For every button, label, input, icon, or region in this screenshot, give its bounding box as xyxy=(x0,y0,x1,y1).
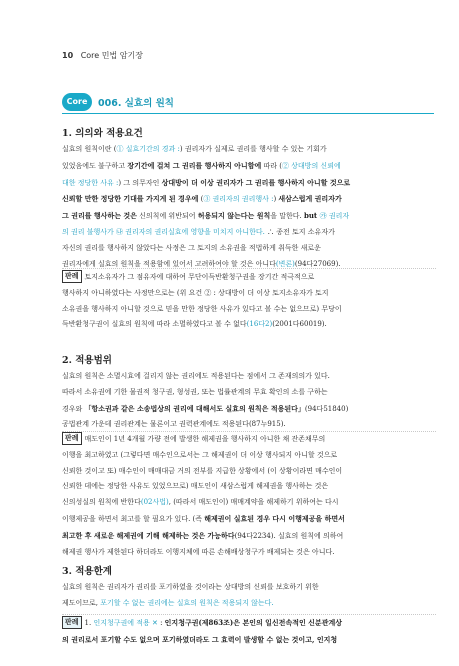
section-2-heading: 2. 적용범위 xyxy=(62,355,112,366)
p1-l4a: 득반환청구권이 실효의 원칙에 따라 소멸하였다고 볼 수 없다 xyxy=(62,320,247,329)
p2-l5b: (02사법) xyxy=(140,498,169,507)
s2-line-2: 따라서 소유권에 기한 물권적 청구권, 형성권, 또는 법률관계의 무효 확인의 소를 구하는 xyxy=(62,387,328,396)
page-number: 10 xyxy=(62,51,74,60)
s1-l3b: ) 그 의무자인 xyxy=(118,178,162,187)
s2-line-3 xyxy=(62,401,436,418)
s1-l2d: ② 상대방의 신뢰에 xyxy=(281,161,341,170)
s1-l5c: 허용되지 않는다는 원칙 xyxy=(197,211,271,221)
precedent-tag: 판례 xyxy=(62,270,82,283)
p3-l1a: 1. xyxy=(84,619,94,627)
s1-line-6 xyxy=(62,225,436,241)
p3-line-1 xyxy=(62,615,436,632)
s1-l5f: ㉮ 권리자 xyxy=(319,212,350,221)
p1-l4b: (16다2) xyxy=(246,320,273,329)
p2-l5c: , (따라서 매도인이) 매매계약을 해제하기 위하여는 다시 xyxy=(168,498,339,507)
section-3-body xyxy=(62,580,436,612)
s1-l6a: 의 권리 불행사가 ㉯ 권리자의 권리실효에 영향을 미치지 아니한다. xyxy=(62,227,265,236)
s3-l2a: 제도이므로, xyxy=(62,598,101,607)
s2-l3a: 경우와 xyxy=(62,404,85,413)
s1-l1b: ① 실효기간의 경과 : xyxy=(116,145,180,153)
p1-line-4 xyxy=(62,317,436,333)
p1-l4c: (2001다60019). xyxy=(272,320,327,329)
precedent-tag: 판례 xyxy=(62,432,82,445)
s2-l3c: (94다51840) xyxy=(304,404,349,413)
s1-l2b: 장기간에 걸쳐 그 권리를 행사하지 아니함에 xyxy=(127,160,262,170)
s2-l4b: (87누915). xyxy=(248,420,286,429)
p2-l7c: 실효의 원칙에 의하여 xyxy=(275,531,344,540)
p2-l5a: 신의성실의 원칙에 반한다 xyxy=(62,498,141,507)
s1-l5e: but xyxy=(303,211,320,221)
s1-l2c: 따라 ( xyxy=(261,161,282,170)
s1-line-5 xyxy=(62,208,436,225)
p1-line-3: 소유권을 행사하지 아니할 것으로 믿을 만한 정당한 사유가 있다고 볼 수는 없으므로) 무당이 xyxy=(62,304,342,313)
section-2-body xyxy=(62,369,436,433)
page-header xyxy=(62,50,143,61)
s1-l1a: 실효의 원칙이란 ( xyxy=(62,145,117,153)
divider-rule xyxy=(62,268,436,269)
s1-l2a: 있었음에도 불구하고 xyxy=(62,161,128,170)
s1-line-4 xyxy=(62,191,436,208)
section-1-body xyxy=(62,142,436,272)
p2-l6a: 이행제공을 하면서 최고를 할 필요가 있다. (즉 xyxy=(62,514,205,523)
section-3-heading: 3. 적용한계 xyxy=(62,566,112,577)
p2-line-5 xyxy=(62,495,436,511)
s2-l4a: 공법관계 가운데 권리관계는 물론이고 권력관계에도 적용된다 xyxy=(62,420,249,429)
s1-line-7: 자신의 권리를 행사하지 않았다는 사정은 그 토지의 소유권을 적법하게 취득한 새로운 xyxy=(62,243,321,252)
s1-l6b: ∴ 종전 토지 소유자가 xyxy=(264,227,335,236)
s1-l4c: ③ 권리자의 권리행사 : xyxy=(203,195,274,204)
p2-line-1 xyxy=(62,432,436,448)
p1-line-1 xyxy=(62,270,436,286)
p1-l1: 토지소유자가 그 점유자에 대하여 무단이득반환청구권을 장기간 적극적으로 xyxy=(84,273,315,281)
s1-l1c: ) 권리자가 실제로 권리를 행사할 수 있는 기회가 xyxy=(179,145,327,153)
precedent-1 xyxy=(62,270,436,333)
s1-l3a: 대한 정당한 사유 : xyxy=(62,178,119,187)
s1-l8b: (변론) xyxy=(275,259,295,268)
s1-l5d: 을 말한다. xyxy=(270,212,304,221)
s3-line-2 xyxy=(62,596,436,612)
p2-line-6 xyxy=(62,511,436,528)
s1-l4b: ( xyxy=(198,195,204,204)
p2-line-3: 신뢰한 것이고 또) 매수인이 매매대금 거의 전부를 지급한 상황에서 (이 상황이라면 매수인이 xyxy=(62,466,343,475)
p2-l7a: 최고한 후 새로운 해제권에 기해 해제하는 것은 가능하다 xyxy=(62,530,235,540)
precedent-tag: 판례 xyxy=(62,616,82,629)
core-title: 006. 실효의 원칙 xyxy=(98,98,174,109)
s1-l8a: 권리자에게 실효의 원칙을 적용함에 있어서 고려하여야 할 것은 아니다 xyxy=(62,259,276,268)
s2-l3b: 「항소권과 같은 소송법상의 권리에 대해서도 실효의 원칙은 적용된다」 xyxy=(84,403,305,413)
core-divider xyxy=(62,113,434,114)
precedent-3 xyxy=(62,615,436,648)
p2-line-2: 이행을 최고하였고 (그렇다면 매수인으로서는 그 해제권이 더 이상 행사되지 아니할 것으로 xyxy=(62,450,338,459)
p2-l7b: (94다2234). xyxy=(234,531,276,540)
s1-l5a: 그 권리를 행사하는 것은 xyxy=(62,211,137,221)
p3-line-2: 의 권리로서 포기할 수도 없으며 포기하였더라도 그 효력이 발생할 수 없는 것이고, 인지청 xyxy=(62,634,338,644)
s1-line-1 xyxy=(62,142,436,158)
s1-l4d: ) xyxy=(273,195,279,204)
p2-line-7 xyxy=(62,528,436,545)
p2-l1: 매도인이 1년 4개월 가량 전에 발생한 해제권을 행사하지 아니한 채 잔존채무의 xyxy=(84,435,326,443)
s1-line-2 xyxy=(62,158,436,175)
s1-l3c: 상대방이 더 이상 권리자가 그 권리를 행사하지 아니할 것으로 xyxy=(161,177,351,187)
p3-l1b: 인지청구권에 적용 ✕ xyxy=(93,619,158,627)
s1-l8c: (94다27069). xyxy=(294,259,341,268)
section-1-heading: 1. 의의와 적용요건 xyxy=(62,128,143,139)
core-section-header xyxy=(62,93,434,113)
p2-line-4: 신뢰한 데에는 정당한 사유도 있었으므로) 매도인이 새삼스럽게 해제권을 행사하는 것은 xyxy=(62,482,329,491)
p1-line-2: 행사하지 아니하였다는 사정만으로는 (위 요건 ② : 상대방이 더 이상 토지소유자가 토지 xyxy=(62,288,329,297)
book-title: Core 민법 암기장 xyxy=(80,51,143,60)
s1-l5b: 신의칙에 위반되어 xyxy=(136,212,198,221)
p3-l1d: 인지청구권(제863조)은 본인의 일신전속적인 신분관계상 xyxy=(164,618,342,627)
s1-l4a: 신뢰할 만한 정당한 기대를 가지게 된 경우에 xyxy=(62,194,199,204)
s1-l4e: 새삼스럽게 권리자가 xyxy=(278,194,342,204)
p2-l6b: 해제권이 실효된 경우 다시 이행제공을 하면서 xyxy=(204,513,345,523)
p3-l1c: : xyxy=(157,619,165,627)
s1-line-3 xyxy=(62,175,436,192)
s3-line-1: 실효의 원칙은 권리자가 권리를 포기하였을 것이라는 상대방의 신뢰를 보호하기 위한 xyxy=(62,583,319,591)
p2-line-8: 해제권 행사가 제한된다 하더라도 이행지체에 따른 손해배상청구가 배제되는 것은 아니다. xyxy=(62,547,335,556)
s3-l2b: 포기할 수 없는 권리에는 실효의 원칙은 적용되지 않는다. xyxy=(100,598,274,607)
s2-line-1: 실효의 원칙은 소멸시효에 걸리지 않는 권리에도 적용된다는 점에서 그 존재의의가 있다. xyxy=(62,372,330,380)
precedent-2 xyxy=(62,432,436,560)
core-badge: Core xyxy=(62,93,92,111)
